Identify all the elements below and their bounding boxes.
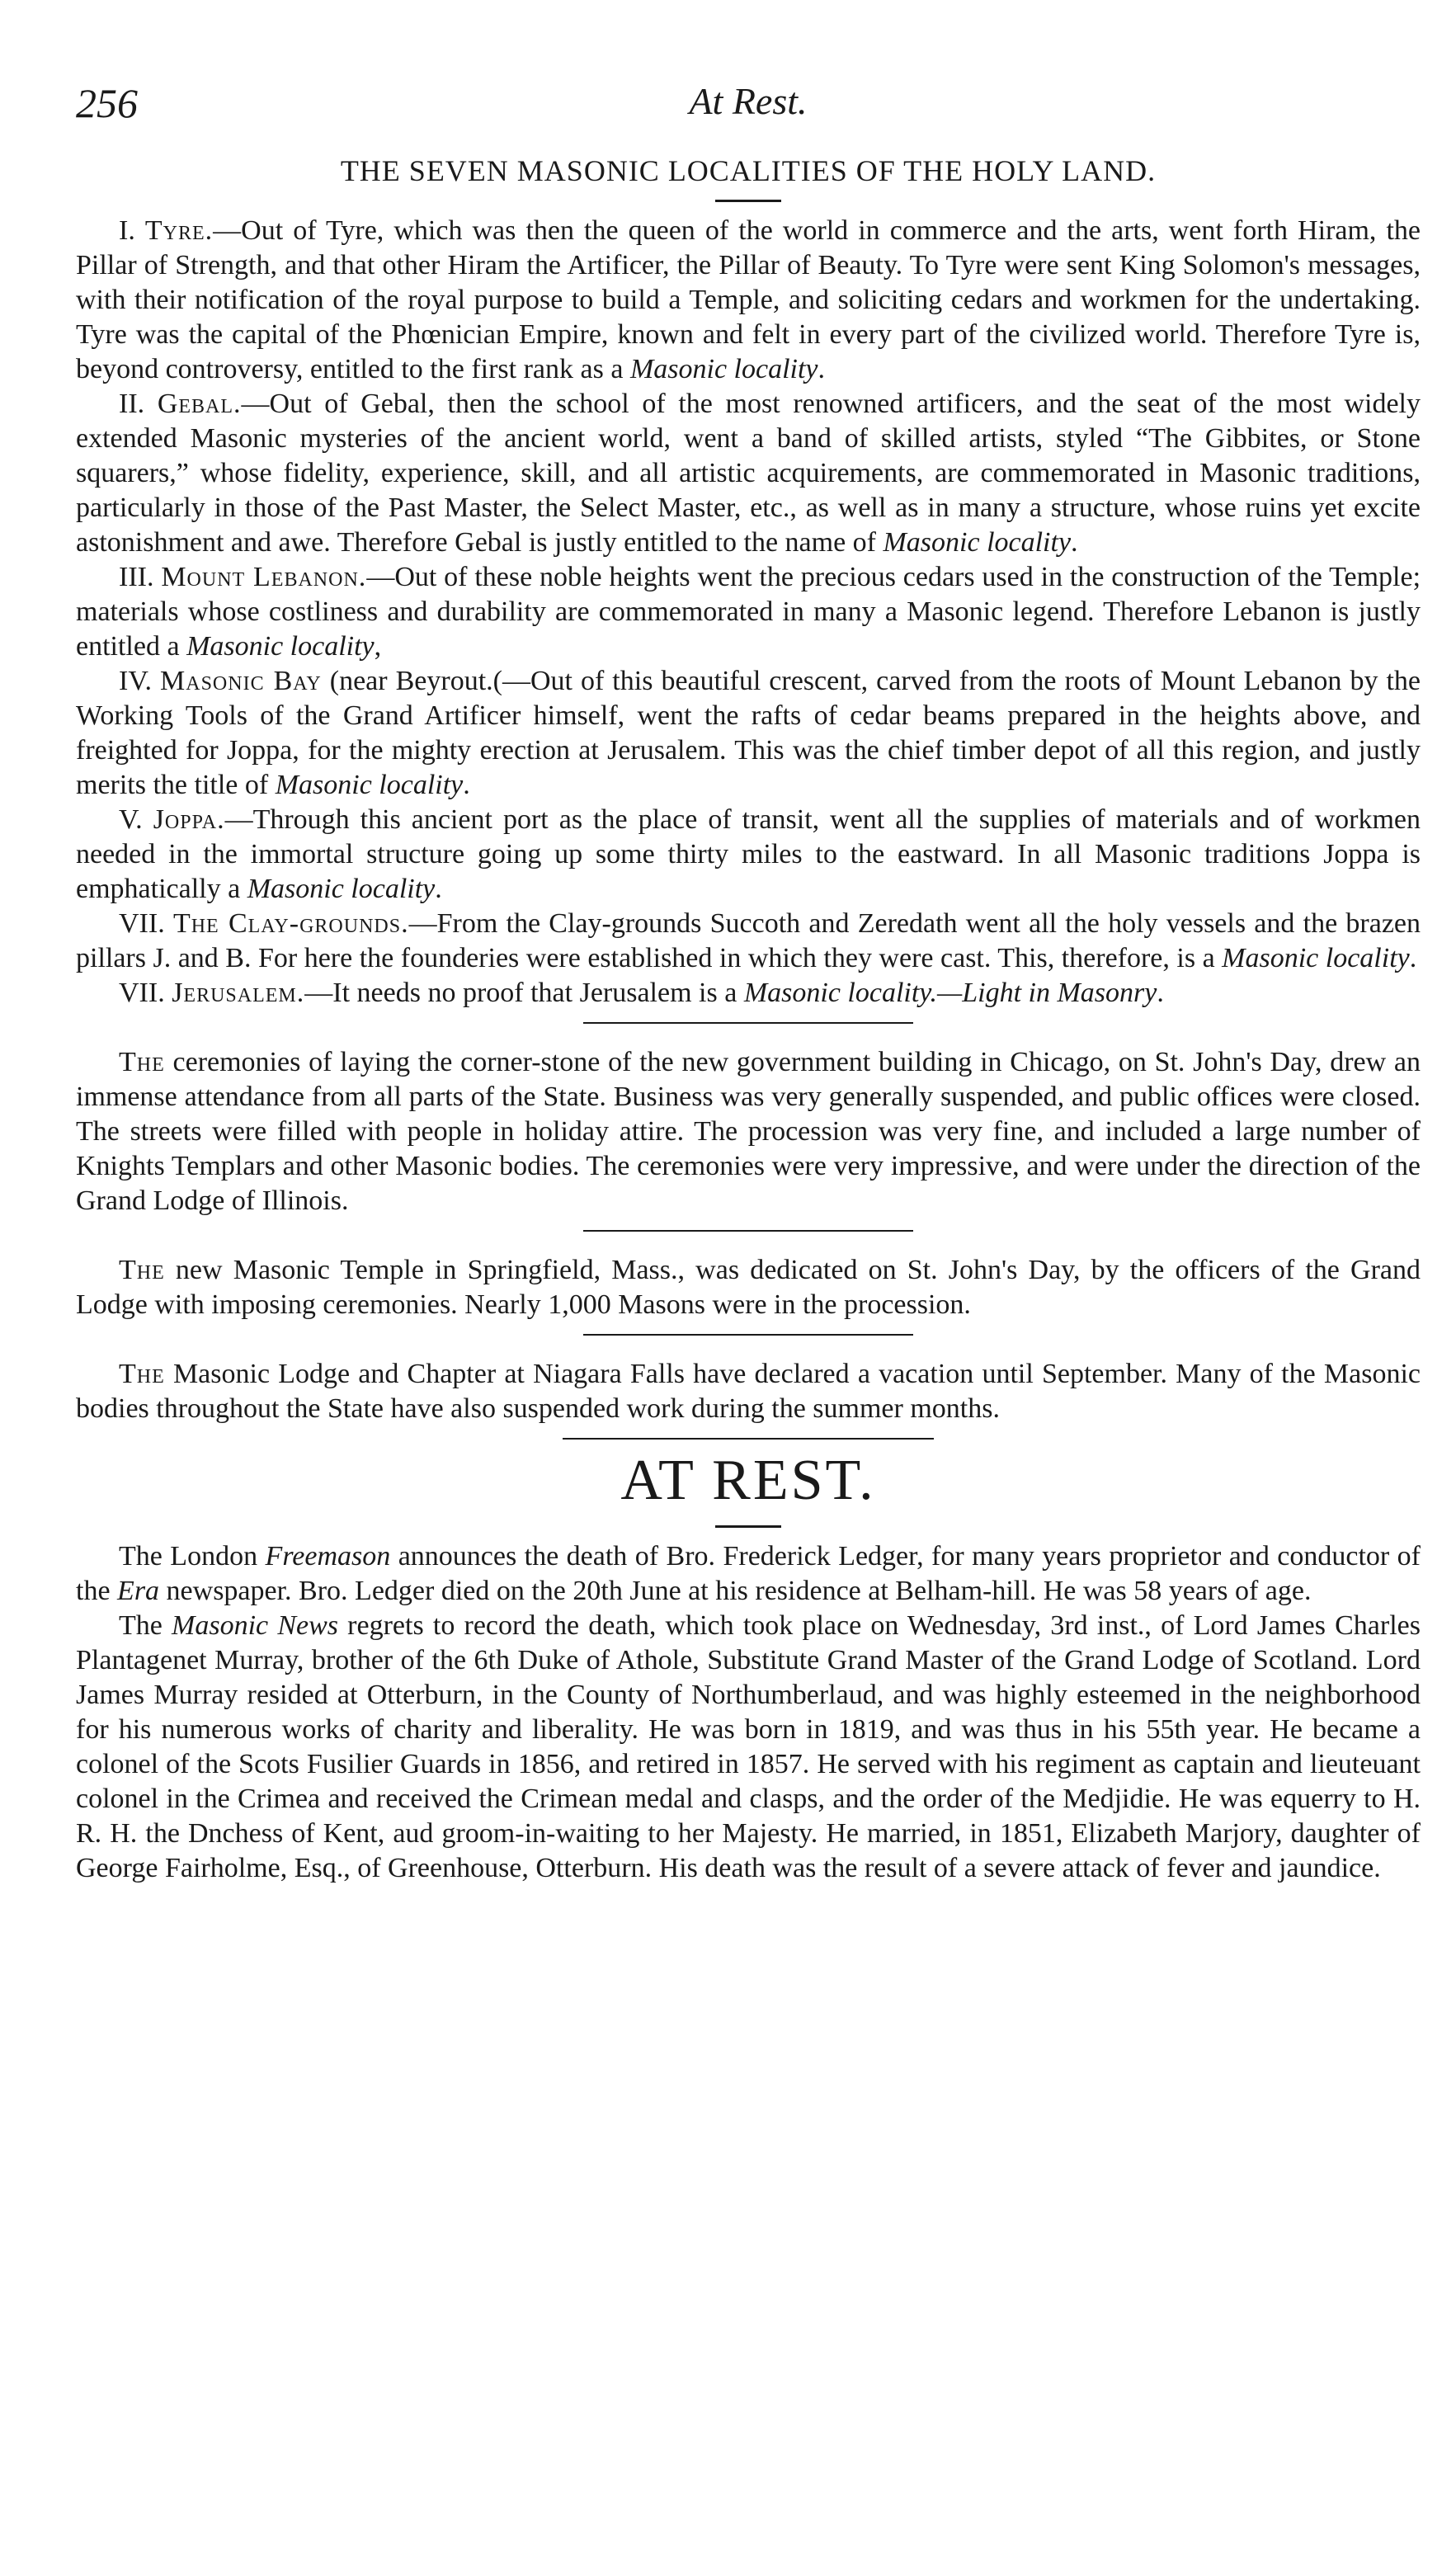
locality-paragraph: V. Joppa.—Through this ancient port as the place of transit, went all the supplies of materials and of workmen needed in the immortal structure going up some thirty miles to the eastward. In all Masonic traditions Joppa is emphatically a Masonic locality. — [76, 804, 1421, 904]
running-head — [76, 79, 1421, 137]
locality-name: Gebal. — [157, 389, 242, 419]
locality-name: Joppa. — [153, 804, 225, 835]
locality-paragraph: VII. Jerusalem.—It needs no proof that Jerusalem is a Masonic locality.—Light in Masonry. — [119, 978, 1164, 1008]
page-number: 256 — [76, 80, 138, 126]
obituary-paragraph: The London Freemason announces the death of Bro. Frederick Ledger, for many years proprietor and conductor of the Era newspaper. Bro. Ledger died on the 20th June at his residence at Belham-hill. He was 58 years of age. — [76, 1541, 1421, 1606]
obituary-paragraph: The Masonic News regrets to record the death, which took place on Wednesday, 3rd inst., of Lord James Charles Plantagenet Murray, brother of the 6th Duke of Athole, Substitute Grand Master of the Grand Lodge of Scotland. Lord James Murray resided at Otterburn, in the County of Northumberlaud, and was highly esteemed in the neighborhood for his numerous works of charity and liberality. He was born in 1819, and was thus in his 55th year. He became a colonel of the Scots Fusilier Guards in 1856, and retired in 1857. He served with his regiment as captain and lieuteuant colonel in the Crimea and received the Crimean medal and clasps, and the order of the Medjidie. He was equerry to H. R. H. the Dnchess of Kent, aud groom-in-waiting to her Majesty. He married, in 1851, Elizabeth Marjory, daughter of George Fairholme, Esq., of Greenhouse, Otterburn. His death was the result of a severe attack of fever and jaundice. — [76, 1610, 1421, 1883]
locality-name: Masonic Bay — [160, 666, 322, 696]
section-divider — [583, 1334, 913, 1336]
news-paragraph: The Masonic Lodge and Chapter at Niagara Falls have declared a vacation until September. Many of the Masonic bodies throughout the State have also suspended work during the summer months. — [76, 1359, 1421, 1424]
at-rest-heading: AT REST. — [620, 1449, 876, 1512]
title-rule — [715, 200, 781, 202]
section-divider — [583, 1022, 913, 1024]
locality-name: Jerusalem. — [172, 978, 305, 1008]
locality-paragraph: VII. The Clay-grounds.—From the Clay-grounds Succoth and Zeredath went all the holy vessels and the brazen pillars J. and B. For here the founderies were established in which they were cast. This, therefore, is a Masonic locality. — [76, 908, 1421, 973]
news-paragraph: The new Masonic Temple in Springfield, Mass., was dedicated on St. John's Day, by the officers of the Grand Lodge with imposing ceremonies. Nearly 1,000 Masons were in the procession. — [76, 1255, 1421, 1320]
section-divider — [583, 1230, 913, 1232]
locality-paragraph: IV. Masonic Bay (near Beyrout.(—Out of this beautiful crescent, carved from the roots of Mount Lebanon by the Working Tools of the Grand Artificer himself, went the rafts of cedar beams prepared in the heights above, and freighted for Joppa, for the mighty erection at Jerusalem. This was the chief timber depot of all this region, and justly merits the title of Masonic locality. — [76, 666, 1421, 800]
locality-name: The Clay-grounds. — [172, 908, 409, 939]
locality-paragraph: II. Gebal.—Out of Gebal, then the school of the most renowned artificers, and the seat of the most widely extended Masonic mysteries of the ancient world, went a band of skilled artists, styled “The Gibbites, or Stone squarers,” whose fidelity, experience, skill, and all artistic acquirements, are commemorated in Masonic traditions, particularly in those of the Past Master, the Select Master, etc., as well as in many a structure, whose ruins yet excite astonishment and awe. Therefore Gebal is justly entitled to the name of Masonic locality. — [76, 389, 1421, 558]
heading-rule — [715, 1525, 781, 1528]
locality-paragraph: I. Tyre.—Out of Tyre, which was then the queen of the world in commerce and the arts, went forth Hiram, the Pillar of Strength, and that other Hiram the Artificer, the Pillar of Beauty. To Tyre were sent King Solomon's messages, with their notification of the royal purpose to build a Temple, and soliciting cedars and workmen for the undertaking. Tyre was the capital of the Phœnician Empire, known and felt in every part of the civilized world. Therefore Tyre is, beyond controversy, entitled to the first rank as a Masonic locality. — [76, 215, 1421, 384]
locality-name: Tyre. — [144, 215, 214, 246]
news-paragraph: The ceremonies of laying the corner-stone of the new government building in Chicago, on St. John's Day, drew an immense attendance from all parts of the State. Business was very generally suspended, and public offices were closed. The streets were filled with people in holiday attire. The procession was very fine, and included a large number of Knights Templars and other Masonic bodies. The ceremonies were very impressive, and were under the direction of the Grand Lodge of Illinois. — [76, 1047, 1421, 1216]
locality-name: Mount Lebanon. — [161, 562, 367, 592]
section-title: THE SEVEN MASONIC LOCALITIES OF THE HOLY LAND. — [340, 154, 1157, 187]
locality-paragraph: III. Mount Lebanon.—Out of these noble heights went the precious cedars used in the construction of the Temple; materials whose costliness and durability are commemorated in many a Masonic legend. Therefore Lebanon is justly entitled a Masonic locality, — [76, 562, 1421, 662]
localities-list — [76, 214, 1421, 1011]
running-title: At Rest. — [689, 80, 808, 122]
page — [76, 79, 1421, 1886]
section-divider — [563, 1438, 934, 1440]
